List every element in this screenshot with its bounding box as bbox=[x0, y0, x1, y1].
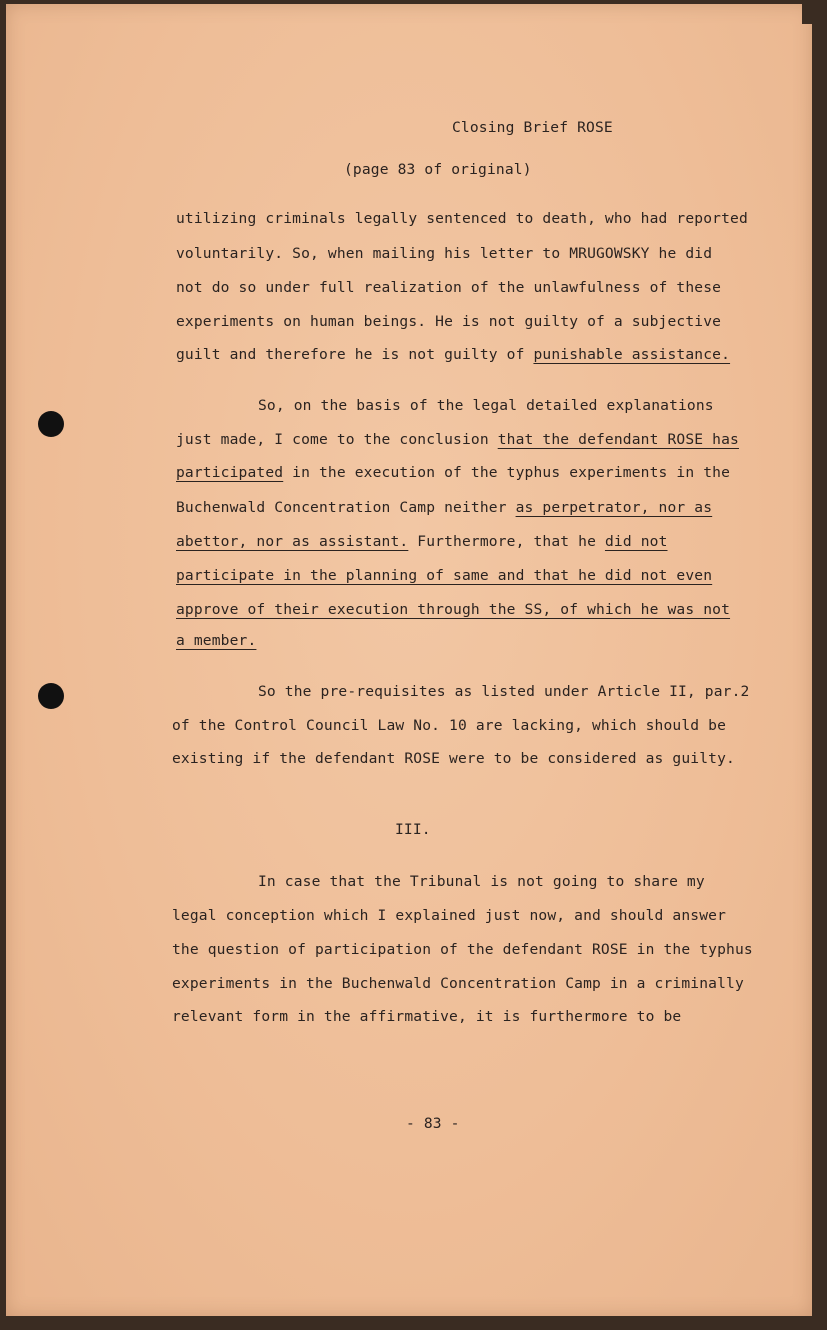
text-underlined: a member. bbox=[176, 632, 257, 649]
para4-line-3: the question of participation of the defendant ROSE in the typhus bbox=[172, 941, 753, 958]
para3-line-3: existing if the defendant ROSE were to be considered as guilty. bbox=[172, 750, 735, 767]
para1-line-4: experiments on human beings. He is not guilty of a subjective bbox=[176, 313, 722, 330]
text-underlined: punishable assistance. bbox=[533, 346, 731, 363]
para3-line-1: So the pre-requisites as listed under Article II, par.2 bbox=[258, 683, 750, 700]
page-number: - 83 - bbox=[406, 1115, 460, 1132]
para1-line-2: voluntarily. So, when mailing his letter to MRUGOWSKY he did bbox=[176, 245, 713, 262]
para2-line-5 bbox=[176, 532, 668, 552]
punch-hole-bottom bbox=[38, 683, 64, 709]
para2-line-3 bbox=[176, 463, 730, 483]
para4-line-4: experiments in the Buchenwald Concentration Camp in a criminally bbox=[172, 975, 744, 992]
text-underlined: abettor, nor as assistant. bbox=[176, 533, 409, 550]
para1-line-1: utilizing criminals legally sentenced to death, who had reported bbox=[176, 210, 748, 227]
punch-hole-top bbox=[38, 411, 64, 437]
para2-line-7 bbox=[176, 600, 730, 620]
text-plain: just made, I come to the conclusion bbox=[176, 431, 498, 448]
text-underlined: that the defendant ROSE has bbox=[497, 431, 739, 448]
para1-line-3: not do so under full realization of the unlawfulness of these bbox=[176, 279, 722, 296]
torn-corner bbox=[802, 4, 812, 24]
text-plain: guilt and therefore he is not guilty of bbox=[176, 346, 534, 363]
text-underlined-2: did not bbox=[604, 533, 668, 550]
text-underlined: participated bbox=[176, 464, 284, 481]
header-subtitle: (page 83 of original) bbox=[344, 161, 532, 178]
text-plain: in the execution of the typhus experiments in the bbox=[283, 464, 731, 481]
text-plain: Buchenwald Concentration Camp neither bbox=[176, 499, 516, 516]
section-heading: III. bbox=[395, 821, 431, 838]
para2-line-4 bbox=[176, 498, 712, 518]
text-underlined: approve of their execution through the SS, of which he was not bbox=[176, 601, 731, 618]
para2-line-1: So, on the basis of the legal detailed explanations bbox=[258, 397, 714, 414]
text-plain: Furthermore, that he bbox=[408, 533, 605, 550]
para2-line-2 bbox=[176, 430, 739, 450]
para2-line-6 bbox=[176, 566, 712, 586]
header-title: Closing Brief ROSE bbox=[452, 119, 613, 136]
document-page bbox=[6, 4, 812, 1316]
text-underlined: as perpetrator, nor as bbox=[515, 499, 713, 516]
para4-line-2: legal conception which I explained just now, and should answer bbox=[172, 907, 727, 924]
para4-line-1: In case that the Tribunal is not going to share my bbox=[258, 873, 705, 890]
text-underlined: participate in the planning of same and that he did not even bbox=[176, 567, 713, 584]
para4-line-5: relevant form in the affirmative, it is furthermore to be bbox=[172, 1008, 682, 1025]
para2-line-8 bbox=[176, 631, 256, 651]
para1-line-5 bbox=[176, 345, 730, 365]
para3-line-2: of the Control Council Law No. 10 are lacking, which should be bbox=[172, 717, 727, 734]
